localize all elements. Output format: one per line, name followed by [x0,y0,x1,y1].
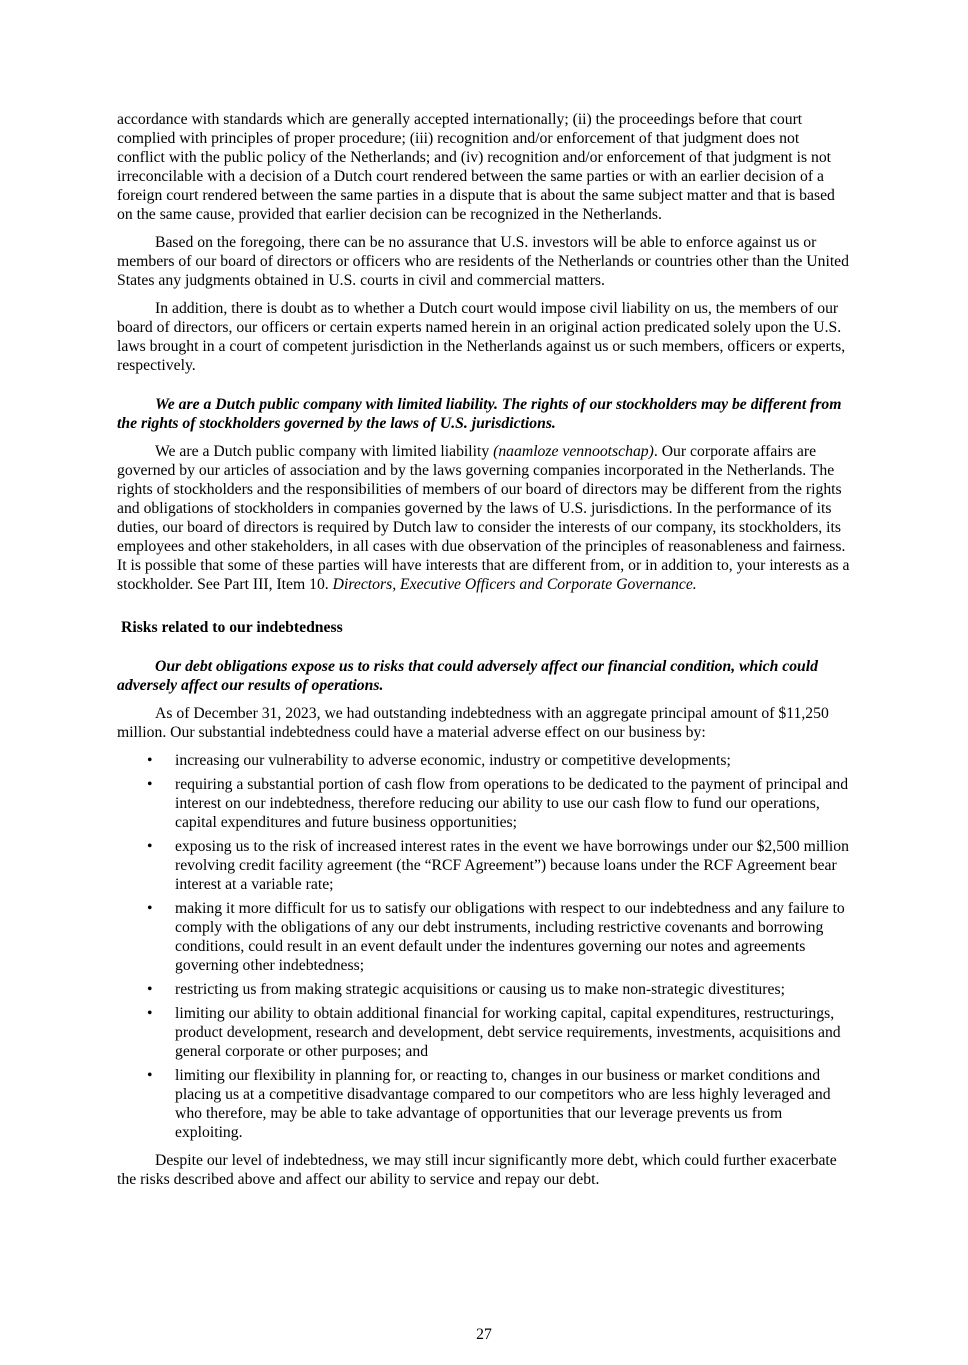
bullet-item [117,899,851,975]
bullet-item [117,775,851,832]
bullet-text: limiting our flexibility in planning for, or reacting to, changes in our business or market conditions and placing us at a competitive disadvantage compared to our competitors who are less highly leveraged and who therefore, may be able to take advantage of opportunities that our leverage prevents us from exploiting. [175,1067,831,1141]
bullet-text: requiring a substantial portion of cash flow from operations to be dedicated to the payment of principal and interest on our indebtedness, therefore reducing our ability to use our cash flow to fund our operations, capital expenditures and future business opportunities; [175,776,849,831]
paragraph-enforcement-continuation: accordance with standards which are generally accepted internationally; (ii) the proceedings before that court complied with principles of proper procedure; (iii) recognition and/or enforcement of that judgment does not conflict with the public policy of the Netherlands; and (iv) recognition and/or enforcement of that judgment is not irreconcilable with a decision of a Dutch court rendered between the same parties or with an earlier decision of a foreign court rendered between the same parties in a dispute that is about the same subject matter and that is based on the same cause, provided that earlier decision can be recognized in the Netherlands. [117,111,835,223]
bullet-item [117,751,851,770]
bullet-icon: • [147,776,153,793]
paragraph-dutch-company [117,442,851,594]
page-number: 27 [476,1326,492,1343]
paragraph-based-on-foregoing: Based on the foregoing, there can be no assurance that U.S. investors will be able to enforce against us or members of our board of directors or officers who are residents of the Netherlands or countries other than the United States any judgments obtained in U.S. courts in civil and commercial matters. [117,234,849,289]
bullet-icon: • [147,1005,153,1022]
bullet-item [117,1004,851,1061]
bullet-icon: • [147,981,153,998]
bullet-icon: • [147,752,153,769]
paragraph-as-of-december: As of December 31, 2023, we had outstanding indebtedness with an aggregate principal amount of $11,250 million. Our substantial indebtedness could have a material adverse effect on our business by: [117,705,829,741]
heading-dutch-company-risk: We are a Dutch public company with limited liability. The rights of our stockholders may be different from the rights of stockholders governed by the laws of U.S. jurisdictions. [117,396,842,432]
text-run: We are a Dutch public company with limited liability [155,443,494,460]
bullet-item [117,980,851,999]
heading-risks-related-indebtedness: Risks related to our indebtedness [121,619,343,636]
bullet-item [117,837,851,894]
text-run-italic-part-iii-reference: Directors, Executive Officers and Corporate Governance. [332,576,697,593]
text-run-italic-naamloze-vennootschap: (naamloze vennootschap) [493,443,654,460]
bullet-text: restricting us from making strategic acquisitions or causing us to make non-strategic divestitures; [175,981,785,998]
bullet-icon: • [147,838,153,855]
paragraph-despite-indebtedness: Despite our level of indebtedness, we may still incur significantly more debt, which could further exacerbate the risks described above and affect our ability to service and repay our debt. [117,1152,837,1188]
paragraph-in-addition: In addition, there is doubt as to whether a Dutch court would impose civil liability on us, the members of our board of directors, our officers or certain experts named herein in an original action predicated solely upon the U.S. laws brought in a court of competent jurisdiction in the Netherlands against us or such members, officers or experts, respectively. [117,300,846,374]
indebtedness-risk-bullet-list [117,751,851,1142]
bullet-icon: • [147,900,153,917]
bullet-text: making it more difficult for us to satisfy our obligations with respect to our indebtedness and any failure to comply with the obligations of any our debt instruments, including restrictive covenants and borrowing conditions, could result in an event default under the indentures governing our notes and agreements governing other indebtedness; [175,900,845,974]
bullet-item [117,1066,851,1142]
bullet-icon: • [147,1067,153,1084]
bullet-text: exposing us to the risk of increased interest rates in the event we have borrowings under our $2,500 million revolving credit facility agreement (the “RCF Agreement”) because loans under the RCF Agreement bear interest at a variable rate; [175,838,849,893]
heading-debt-obligations-risk: Our debt obligations expose us to risks that could adversely affect our financial condition, which could adversely affect our results of operations. [117,658,818,694]
bullet-text: limiting our ability to obtain additional financial for working capital, capital expenditures, restructurings, product development, research and development, debt service requirements, investments, acquisitions and general corporate or other purposes; and [175,1005,841,1060]
text-run: . Our corporate affairs are governed by our articles of association and by the laws governing companies incorporated in the Netherlands. The rights of stockholders and the responsibilities of members of our board of directors may be different from the rights and obligations of stockholders in companies governed by the laws of U.S. jurisdictions. In the performance of its duties, our board of directors is required by Dutch law to consider the interests of our company, its stockholders, its employees and other stakeholders, in all cases with due observation of the principles of reasonableness and fairness. It is possible that some of these parties will have interests that are different from, or in addition to, your interests as a stockholder. See Part III, Item 10. [117,443,850,593]
bullet-text: increasing our vulnerability to adverse economic, industry or competitive developments; [175,752,731,769]
